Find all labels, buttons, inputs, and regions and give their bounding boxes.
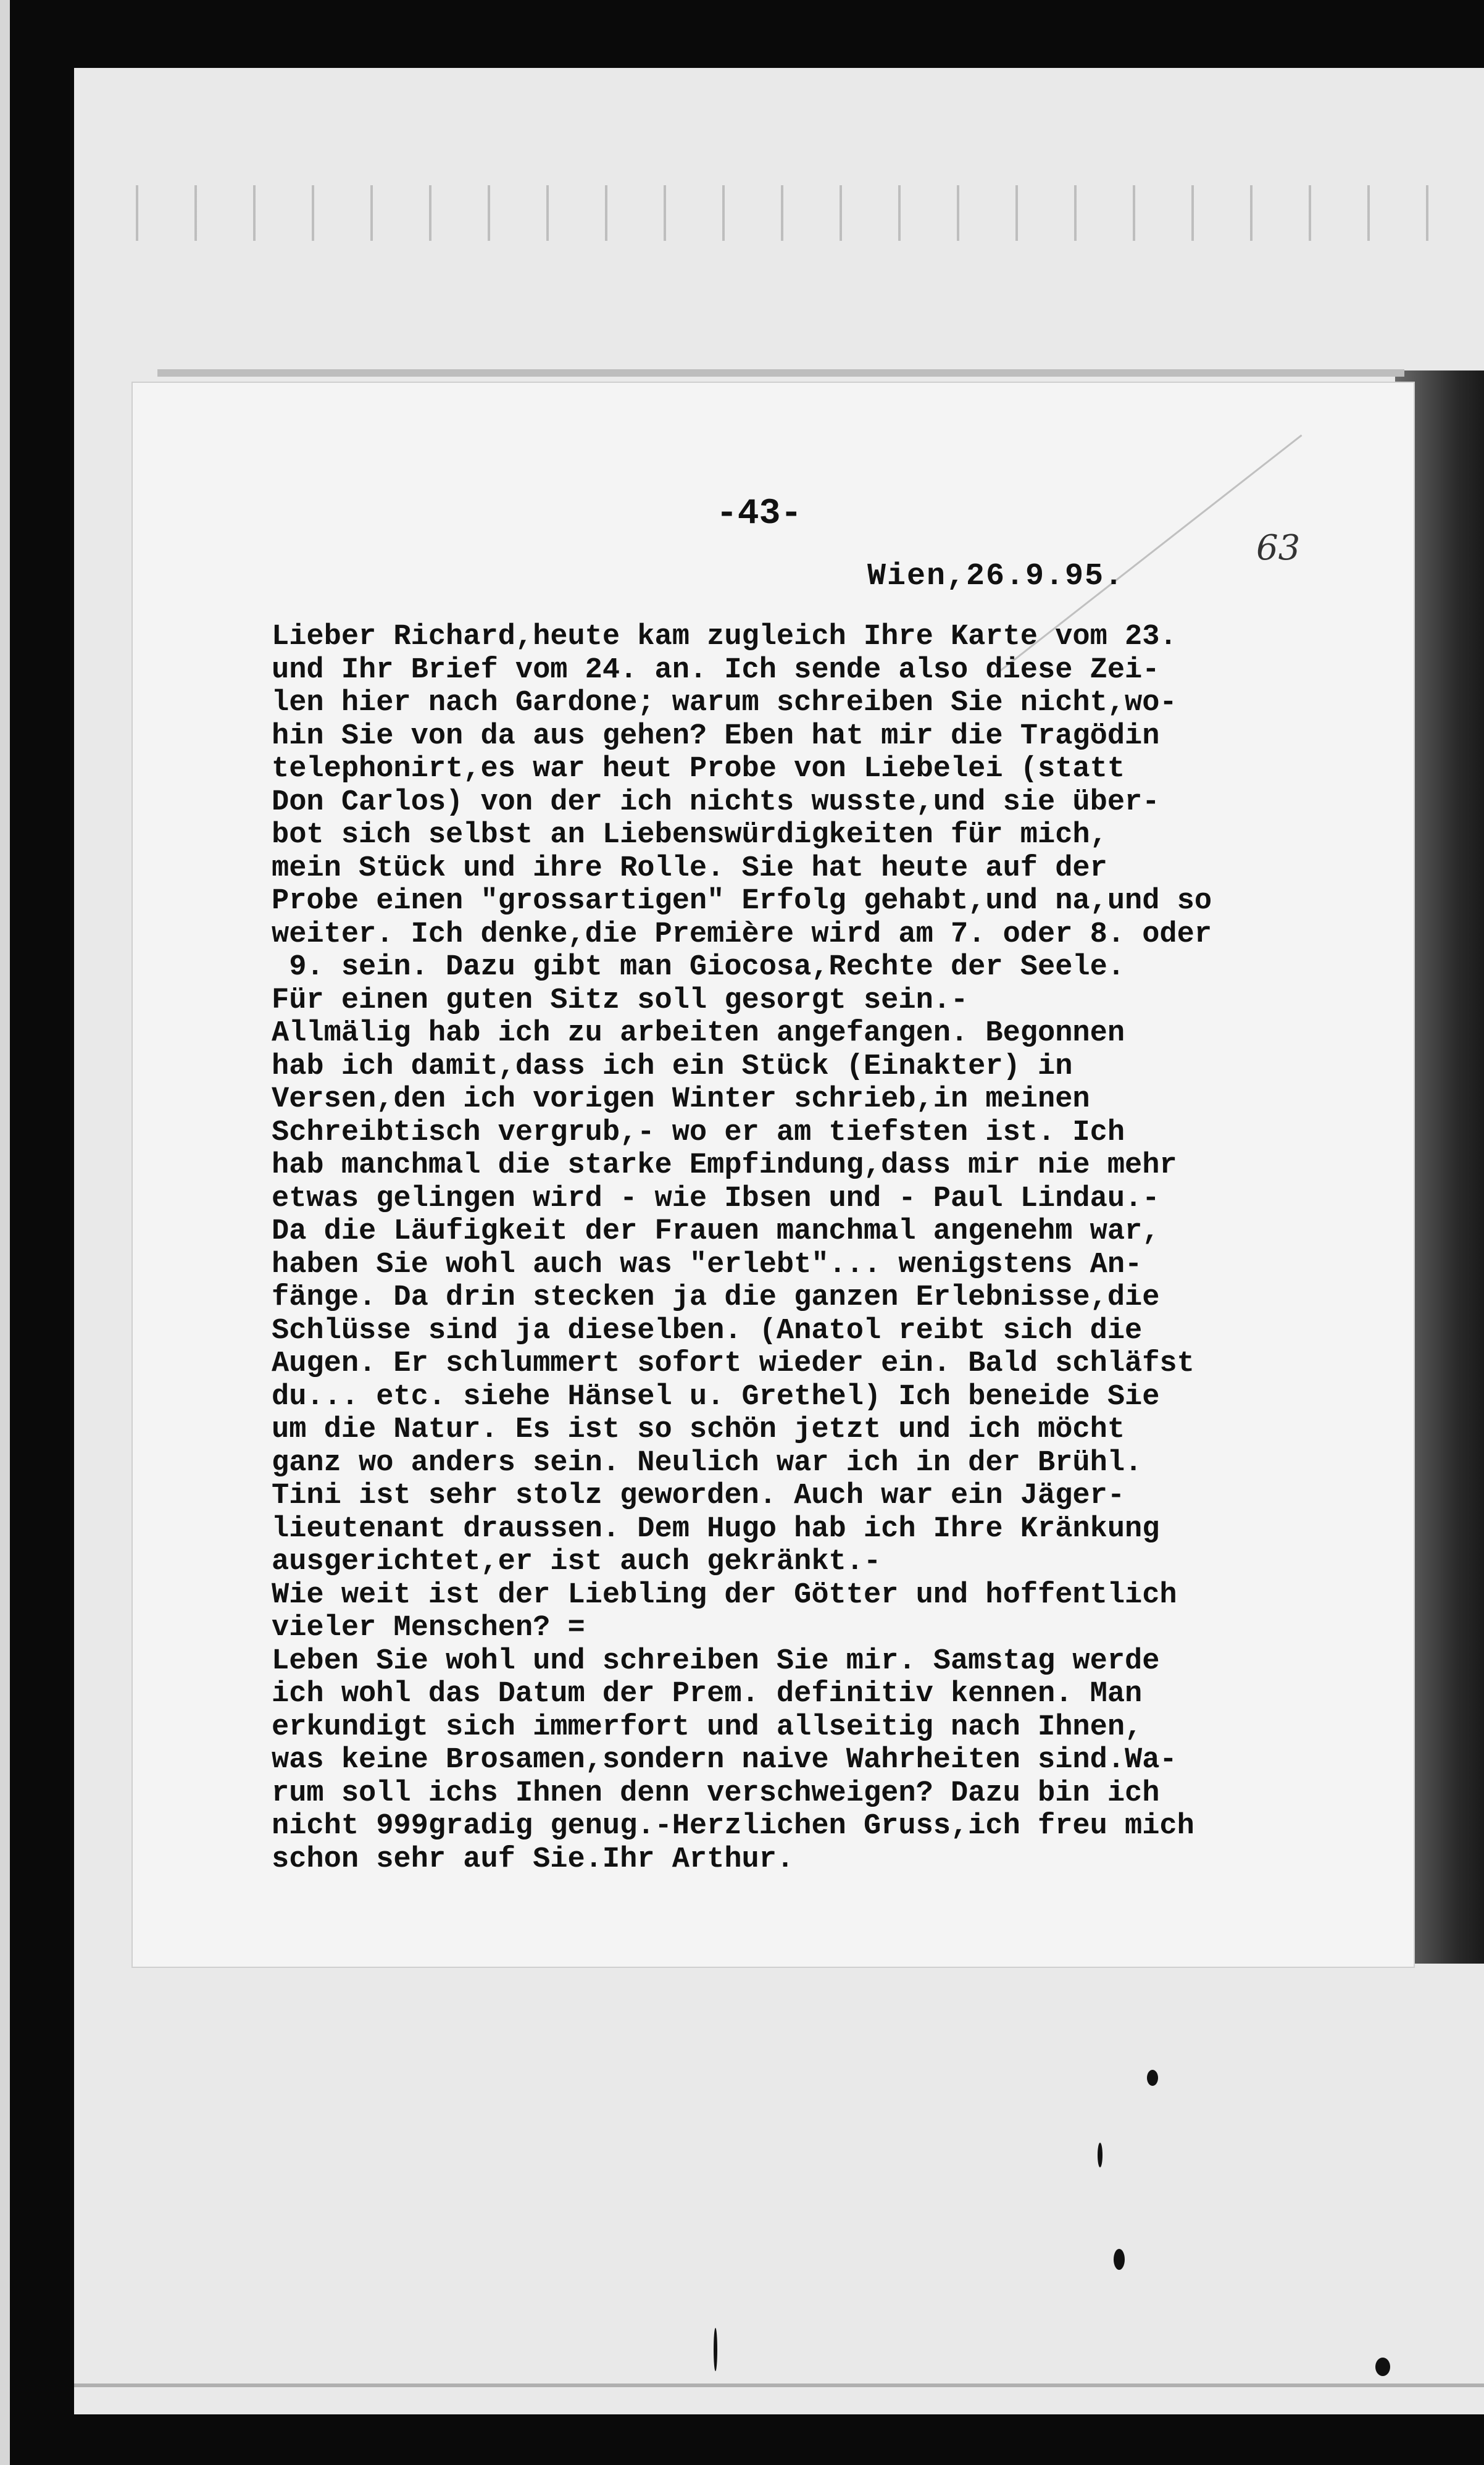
letter-line: schon sehr auf Sie.Ihr Arthur. (272, 1843, 794, 1876)
letter-line: du... etc. siehe Hänsel u. Grethel) Ich beneide Sie (272, 1380, 1160, 1413)
letter-line: Leben Sie wohl und schreiben Sie mir. Samstag werde (272, 1644, 1160, 1678)
letter-line: Versen,den ich vorigen Winter schrieb,in meinen (272, 1083, 1090, 1116)
ink-speck (1375, 2358, 1390, 2376)
letter-line: rum soll ichs Ihnen denn verschweigen? Dazu bin ich (272, 1777, 1160, 1810)
letter-line: Tini ist sehr stolz geworden. Auch war ein Jäger- (272, 1479, 1125, 1512)
letter-line: hin Sie von da aus gehen? Eben hat mir die Tragödin (272, 719, 1160, 753)
letter-line: hab manchmal die starke Empfindung,dass mir nie mehr (272, 1149, 1177, 1182)
letter-line: um die Natur. Es ist so schön jetzt und ich möcht (272, 1413, 1125, 1446)
letter-line: Schlüsse sind ja dieselben. (Anatol reibt sich die (272, 1314, 1143, 1347)
letter-line: lieutenant draussen. Dem Hugo hab ich Ihre Kränkung (272, 1512, 1160, 1546)
letter-line: Lieber Richard,heute kam zugleich Ihre Karte vom 23. (272, 621, 1177, 653)
letter-line: ausgerichtet,er ist auch gekränkt.- (272, 1546, 882, 1578)
ink-speck (1098, 2143, 1103, 2167)
letter-line: mein Stück und ihre Rolle. Sie hat heute auf der (272, 852, 1107, 885)
letter-line: len hier nach Gardone; warum schreiben Sie nicht,wo- (272, 687, 1177, 719)
letter-line: telephonirt,es war heut Probe von Liebelei (statt (272, 753, 1125, 785)
bottom-sheet-edge (74, 2383, 1484, 2387)
letter-line: Don Carlos) von der ich nichts wusste,und sie über- (272, 785, 1160, 819)
letter-line: Schreibtisch vergrub,- wo er am tiefsten ist. Ich (272, 1116, 1125, 1149)
letter-line: 9. sein. Dazu gibt man Giocosa,Rechte der Seele. (272, 951, 1125, 984)
letter-line: vieler Menschen? = (272, 1612, 585, 1644)
archive-number: 63 (1256, 528, 1301, 568)
letter-line: Probe einen "grossartigen" Erfolg gehabt,und na,und so (272, 885, 1212, 918)
letter-line: fänge. Da drin stecken ja die ganzen Erlebnisse,die (272, 1281, 1160, 1314)
letter-body (272, 621, 1395, 1876)
letter-line: haben Sie wohl auch was "erlebt"... wenigstens An- (272, 1248, 1143, 1281)
letter-line: weiter. Ich denke,die Première wird am 7. oder 8. oder (272, 918, 1212, 951)
ink-speck (1147, 2070, 1158, 2086)
date-line: Wien,26.9.95. (867, 559, 1125, 594)
letter-line: Allmälig hab ich zu arbeiten angefangen. Begonnen (272, 1017, 1125, 1050)
scan-left-margin (0, 0, 10, 2465)
page-number: -43- (716, 494, 802, 534)
letter-line: Da die Läufigkeit der Frauen manchmal angenehm war, (272, 1215, 1160, 1248)
perforation-marks (111, 185, 1469, 241)
letter-line: nicht 999gradig genug.-Herzlichen Gruss,ich freu mich (272, 1810, 1194, 1843)
letter-line: Für einen guten Sitz soll gesorgt sein.- (272, 984, 969, 1017)
letter-line: Wie weit ist der Liebling der Götter und hoffentlich (272, 1578, 1177, 1612)
letter-line: bot sich selbst an Liebenswürdigkeiten für mich, (272, 819, 1107, 852)
letter-line: erkundigt sich immerfort und allseitig nach Ihnen, (272, 1710, 1143, 1744)
page-stack-edge (157, 369, 1404, 377)
letter-line: hab ich damit,dass ich ein Stück (Einakter) in (272, 1050, 1073, 1083)
letter-line: Augen. Er schlummert sofort wieder ein. Bald schläfst (272, 1347, 1194, 1380)
letter-line: ganz wo anders sein. Neulich war ich in der Brühl. (272, 1446, 1143, 1479)
letter-line: ich wohl das Datum der Prem. definitiv kennen. Man (272, 1678, 1143, 1710)
letter-line: was keine Brosamen,sondern naive Wahrheiten sind.Wa- (272, 1744, 1177, 1777)
letter-line: etwas gelingen wird - wie Ibsen und - Paul Lindau.- (272, 1182, 1160, 1215)
letter-line: und Ihr Brief vom 24. an. Ich sende also diese Zei- (272, 653, 1160, 687)
ink-speck (1114, 2249, 1125, 2270)
ink-speck (714, 2328, 717, 2371)
